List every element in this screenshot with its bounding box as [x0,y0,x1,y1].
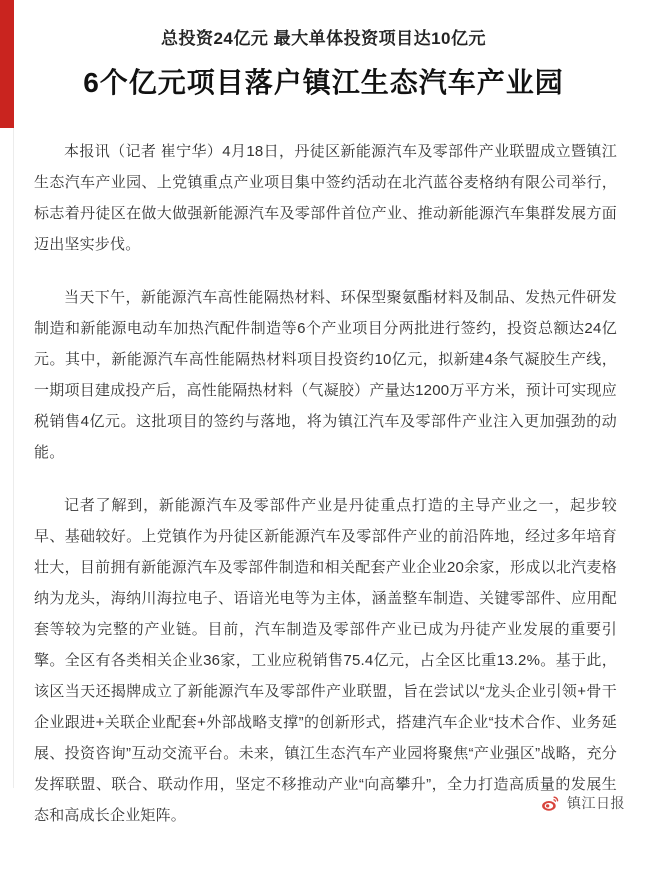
page-title: 6个亿元项目落户镇江生态汽车产业园 [83,67,564,98]
article-paragraph: 当天下午，新能源汽车高性能隔热材料、环保型聚氨酯材料及制品、发热元件研发制造和新能源电动车加热汽配件制造等6个产业项目分两批进行签约，投资总额达24亿元。其中，新能源汽车高性能隔热材料项目投资约10亿元，拟新建4条气凝胶生产线，一期项目建成投产后，高性能隔热材料（气凝胶）产量达1200万平方米，预计可实现应税销售4亿元。这批项目的签约与落地，将为镇江汽车及零部件产业注入更加强劲的动能。 [34,289,617,461]
weibo-icon [541,794,560,813]
left-divider-rule [13,128,14,788]
red-accent-bar [0,0,14,128]
article-kicker: 总投资24亿元 最大单体投资项目达10亿元 [160,29,487,48]
source-attribution [541,793,625,813]
article-bottom-spacer [34,853,617,883]
article-paragraph: 本报讯（记者 崔宁华）4月18日，丹徒区新能源汽车及零部件产业联盟成立暨镇江生态汽车产业园、上党镇重点产业项目集中签约活动在北汽蓝谷麦格纳有限公司举行，标志着丹徒区在做大做强新能源汽车及零部件首位产业、推动新能源汽车集群发展方面迈出坚实步伐。 [34,143,617,253]
article-paragraph: 记者了解到，新能源汽车及零部件产业是丹徒重点打造的主导产业之一，起步较早、基础较好。上党镇作为丹徒区新能源汽车及零部件产业的前沿阵地，经过多年培育壮大，目前拥有新能源汽车及零部件制造和相关配套产业企业20余家，形成以北汽麦格纳为龙头，海纳川海拉电子、语谙光电等为主体，涵盖整车制造、关键零部件、应用配套等较为完整的产业链。目前，汽车制造及零部件产业已成为丹徒产业发展的重要引擎。全区有各类相关企业36家，工业应税销售75.4亿元，占全区比重13.2%。基于此，该区当天还揭牌成立了新能源汽车及零部件产业联盟，旨在尝试以“龙头企业引领+骨干企业跟进+关联企业配套+外部战略支撑”的创新形式，搭建汽车企业“技术合作、业务延展、投资咨询”互动交流平台。未来，镇江生态汽车产业园将聚焦“产业强区”战略，充分发挥联盟、联合、联动作用，坚定不移推动产业“向高攀升”，全力打造高质量的发展生态和高成长企业矩阵。 [34,497,617,824]
source-name: 镇江日报 [567,795,625,811]
article-header [0,0,647,102]
article-body [0,102,647,883]
